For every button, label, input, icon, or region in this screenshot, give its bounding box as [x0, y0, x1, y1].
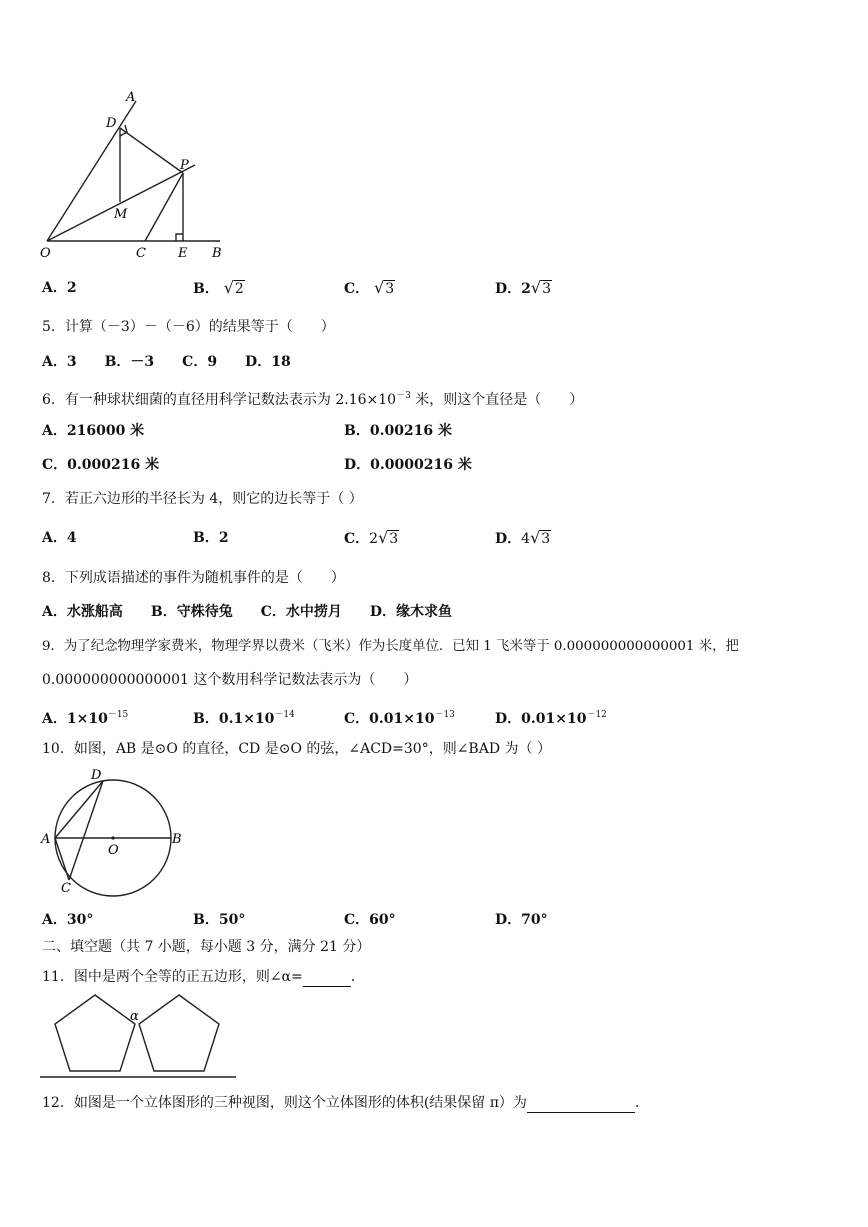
label-D: D	[91, 768, 102, 783]
q7-option-d: D．4√3	[495, 528, 551, 547]
label-B: B	[172, 832, 182, 847]
q10-option-c: C．60°	[344, 912, 396, 928]
label-O: O	[40, 246, 51, 261]
q10-option-b: B．50°	[193, 912, 246, 928]
q8-stem: 8．下列成语描述的事件为随机事件的是（ ）	[42, 570, 345, 586]
q4-option-b: B． √2	[193, 278, 244, 297]
label-O: O	[108, 843, 119, 858]
q4-option-a: A．2	[42, 280, 77, 296]
q4-option-d: D．2√3	[495, 278, 552, 297]
q6-stem: 6．有一种球状细菌的直径用科学记数法表示为 $2.16\times 10^{-3}$ 米，则这个直径是（ ）	[42, 391, 584, 408]
q9-stem-line1: 9．为了纪念物理学家费米，物理学界以费米（飞米）作为长度单位．已知 1 飞米等于 0.000000000000001 米，把	[42, 639, 739, 654]
answer-blank	[527, 1094, 635, 1113]
q11-stem: 11．图中是两个全等的正五边形，则∠α= .	[42, 969, 356, 985]
q10-option-a: A．30°	[42, 912, 94, 928]
label-M: M	[114, 207, 128, 222]
sqrt-expression: √3	[530, 278, 552, 297]
q6-option-c: C．0.000216 米	[42, 457, 160, 473]
sqrt-expression: √3	[378, 528, 399, 547]
sqrt-expression: √3	[530, 528, 551, 547]
label-C: C	[61, 881, 71, 896]
q12-stem: 12．如图是一个立体图形的三种视图，则这个立体图形的体积(结果保留 π）为 .	[42, 1095, 640, 1111]
q5-stem: 5．计算（－3）－（－6）的结果等于（ ）	[42, 319, 335, 335]
q7-stem: 7．若正六边形的半径长为 4，则它的边长等于（ ）	[42, 491, 363, 507]
label-A: A	[41, 832, 51, 847]
q7-option-c: C．2√3	[344, 528, 399, 547]
label-C: C	[136, 246, 146, 261]
label-A: A	[126, 90, 136, 105]
q5-options: A．3 B．－3 C．9 D．18	[42, 354, 291, 370]
q7-option-a: A．4	[42, 530, 77, 546]
sqrt-expression: √2	[223, 278, 244, 297]
answer-blank	[303, 968, 351, 987]
q9-option-d: D．$0.01\times 10^{-12}$	[495, 710, 607, 727]
pentagons-figure-q11	[38, 990, 238, 1082]
q10-option-d: D．70°	[495, 912, 548, 928]
geometry-figure-q4	[30, 85, 240, 265]
label-B: B	[212, 246, 222, 261]
sqrt-expression: √3	[374, 278, 395, 297]
q9-stem-line2: 0.000000000000001 这个数用科学记数法表示为（ ）	[42, 672, 418, 688]
circle-figure-q10	[36, 765, 186, 900]
q9-option-c: C．$0.01\times 10^{-13}$	[344, 710, 455, 727]
section-title: 二、填空题（共 7 小题，每小题 3 分，满分 21 分）	[42, 939, 371, 955]
label-D: D	[106, 116, 117, 131]
q6-option-a: A．216000 米	[42, 423, 145, 439]
q10-stem: 10．如图，AB 是⊙O 的直径，CD 是⊙O 的弦，∠ACD=30°，则∠BAD 为（ ）	[42, 741, 551, 757]
q8-options: A．水涨船高 B．守株待兔 C．水中捞月 D．缘木求鱼	[42, 604, 452, 620]
label-E: E	[178, 246, 188, 261]
label-alpha: α	[130, 1009, 139, 1024]
q7-option-b: B．2	[193, 530, 229, 546]
q6-option-b: B．0.00216 米	[344, 423, 453, 439]
label-P: P	[180, 158, 189, 173]
q9-option-b: B．$0.1\times 10^{-14}$	[193, 710, 295, 727]
q6-option-d: D．0.0000216 米	[344, 457, 472, 473]
q9-option-a: A．$1\times 10^{-15}$	[42, 710, 129, 727]
q4-option-c: C． √3	[344, 278, 395, 297]
